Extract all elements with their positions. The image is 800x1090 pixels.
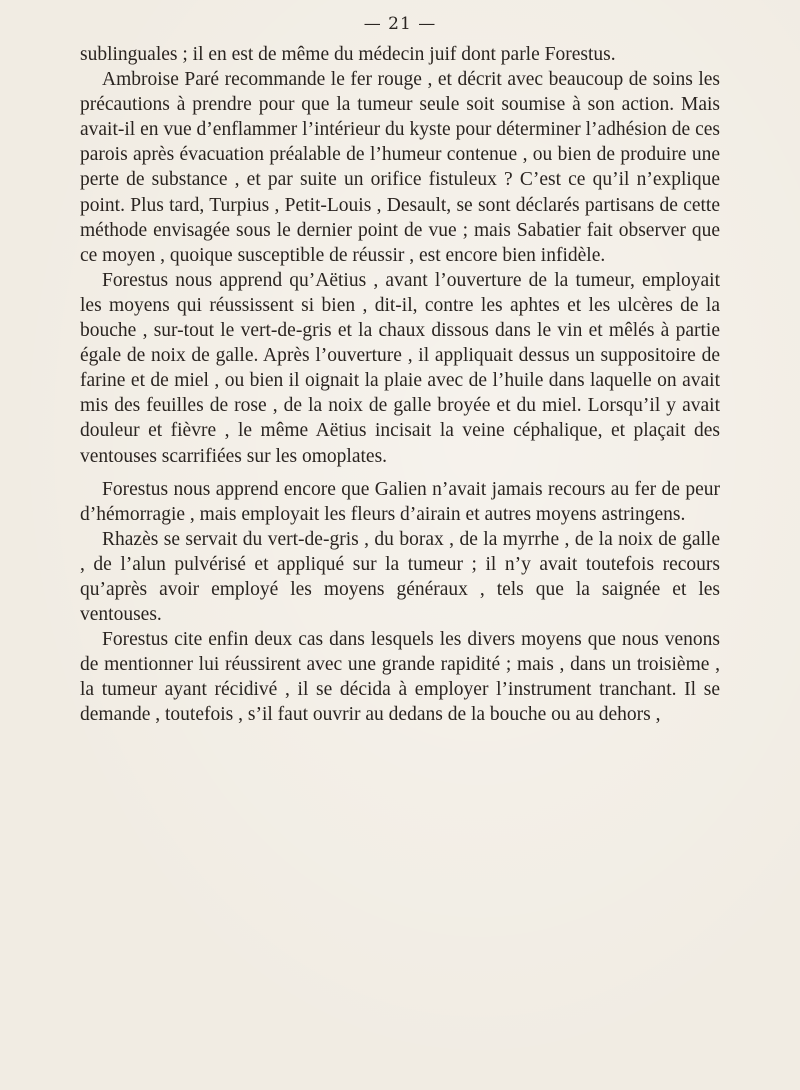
paragraph-6: Forestus cite enfin deux cas dans lesquels les divers moyens que nous venons de mentionner lui réussirent avec une grande rapidité ; mais , dans un troisième , la tumeur ayant récidivé , il se décida à employer l’instrument tranchant. Il se demande , toutefois , s’il faut ouvrir au dedans de la bouche ou au dehors , <box>80 629 720 726</box>
paragraph-3: Forestus nous apprend qu’Aëtius , avant l’ouverture de la tumeur, employait les moyens qui réussissent si bien , dit-il, contre les aphtes et les ulcères de la bouche , sur-tout le vert-de-gris et la chaux dissous dans le vin et mêlés à partie égale de noix de galle. Après l’ouverture , il appliquait dessus un suppositoire de farine et de miel , ou bien il oignait la plaie avec de l’huile dans laquelle on avait mis des feuilles de rose , de la noix de galle broyée et du miel. Lorsqu’il y avait douleur et fièvre , le même Aëtius incisait la veine céphalique, et plaçait des ventouses scarrifiées sur les omoplates. <box>80 269 720 467</box>
body-text <box>80 42 720 728</box>
paragraph-2: Ambroise Paré recommande le fer rouge , et décrit avec beaucoup de soins les précautions à prendre pour que la tumeur seule soit soumise à son action. Mais avait-il en vue d’enflammer l’intérieur du kyste pour déterminer l’adhésion de ces parois après évacuation préalable de l’humeur contenue , ou bien de produire une perte de substance , et par suite un orifice fistuleux ? C’est ce qu’il n’explique point. Plus tard, Turpius , Petit-Louis , Desault, se sont déclarés partisans de cette méthode envisagée sous le dernier point de vue ; mais Sabatier fait observer que ce moyen , quoique susceptible de réussir , est encore bien infidèle. <box>80 69 720 266</box>
paragraph-1: sublinguales ; il en est de même du médecin juif dont parle Forestus. <box>80 44 616 65</box>
page-number: — 21 — <box>363 14 437 34</box>
paragraph-5: Rhazès se servait du vert-de-gris , du borax , de la myrrhe , de la noix de galle , de l’alun pulvérisé et appliqué sur la tumeur ; il n’y avait toutefois recours qu’après avoir employé les moyens généraux , tels que la saignée et les ventouses. <box>80 528 720 626</box>
paragraph-4: Forestus nous apprend encore que Galien n’avait jamais recours au fer de peur d’hémorragie , mais employait les fleurs d’airain et autres moyens astringens. <box>80 478 720 525</box>
